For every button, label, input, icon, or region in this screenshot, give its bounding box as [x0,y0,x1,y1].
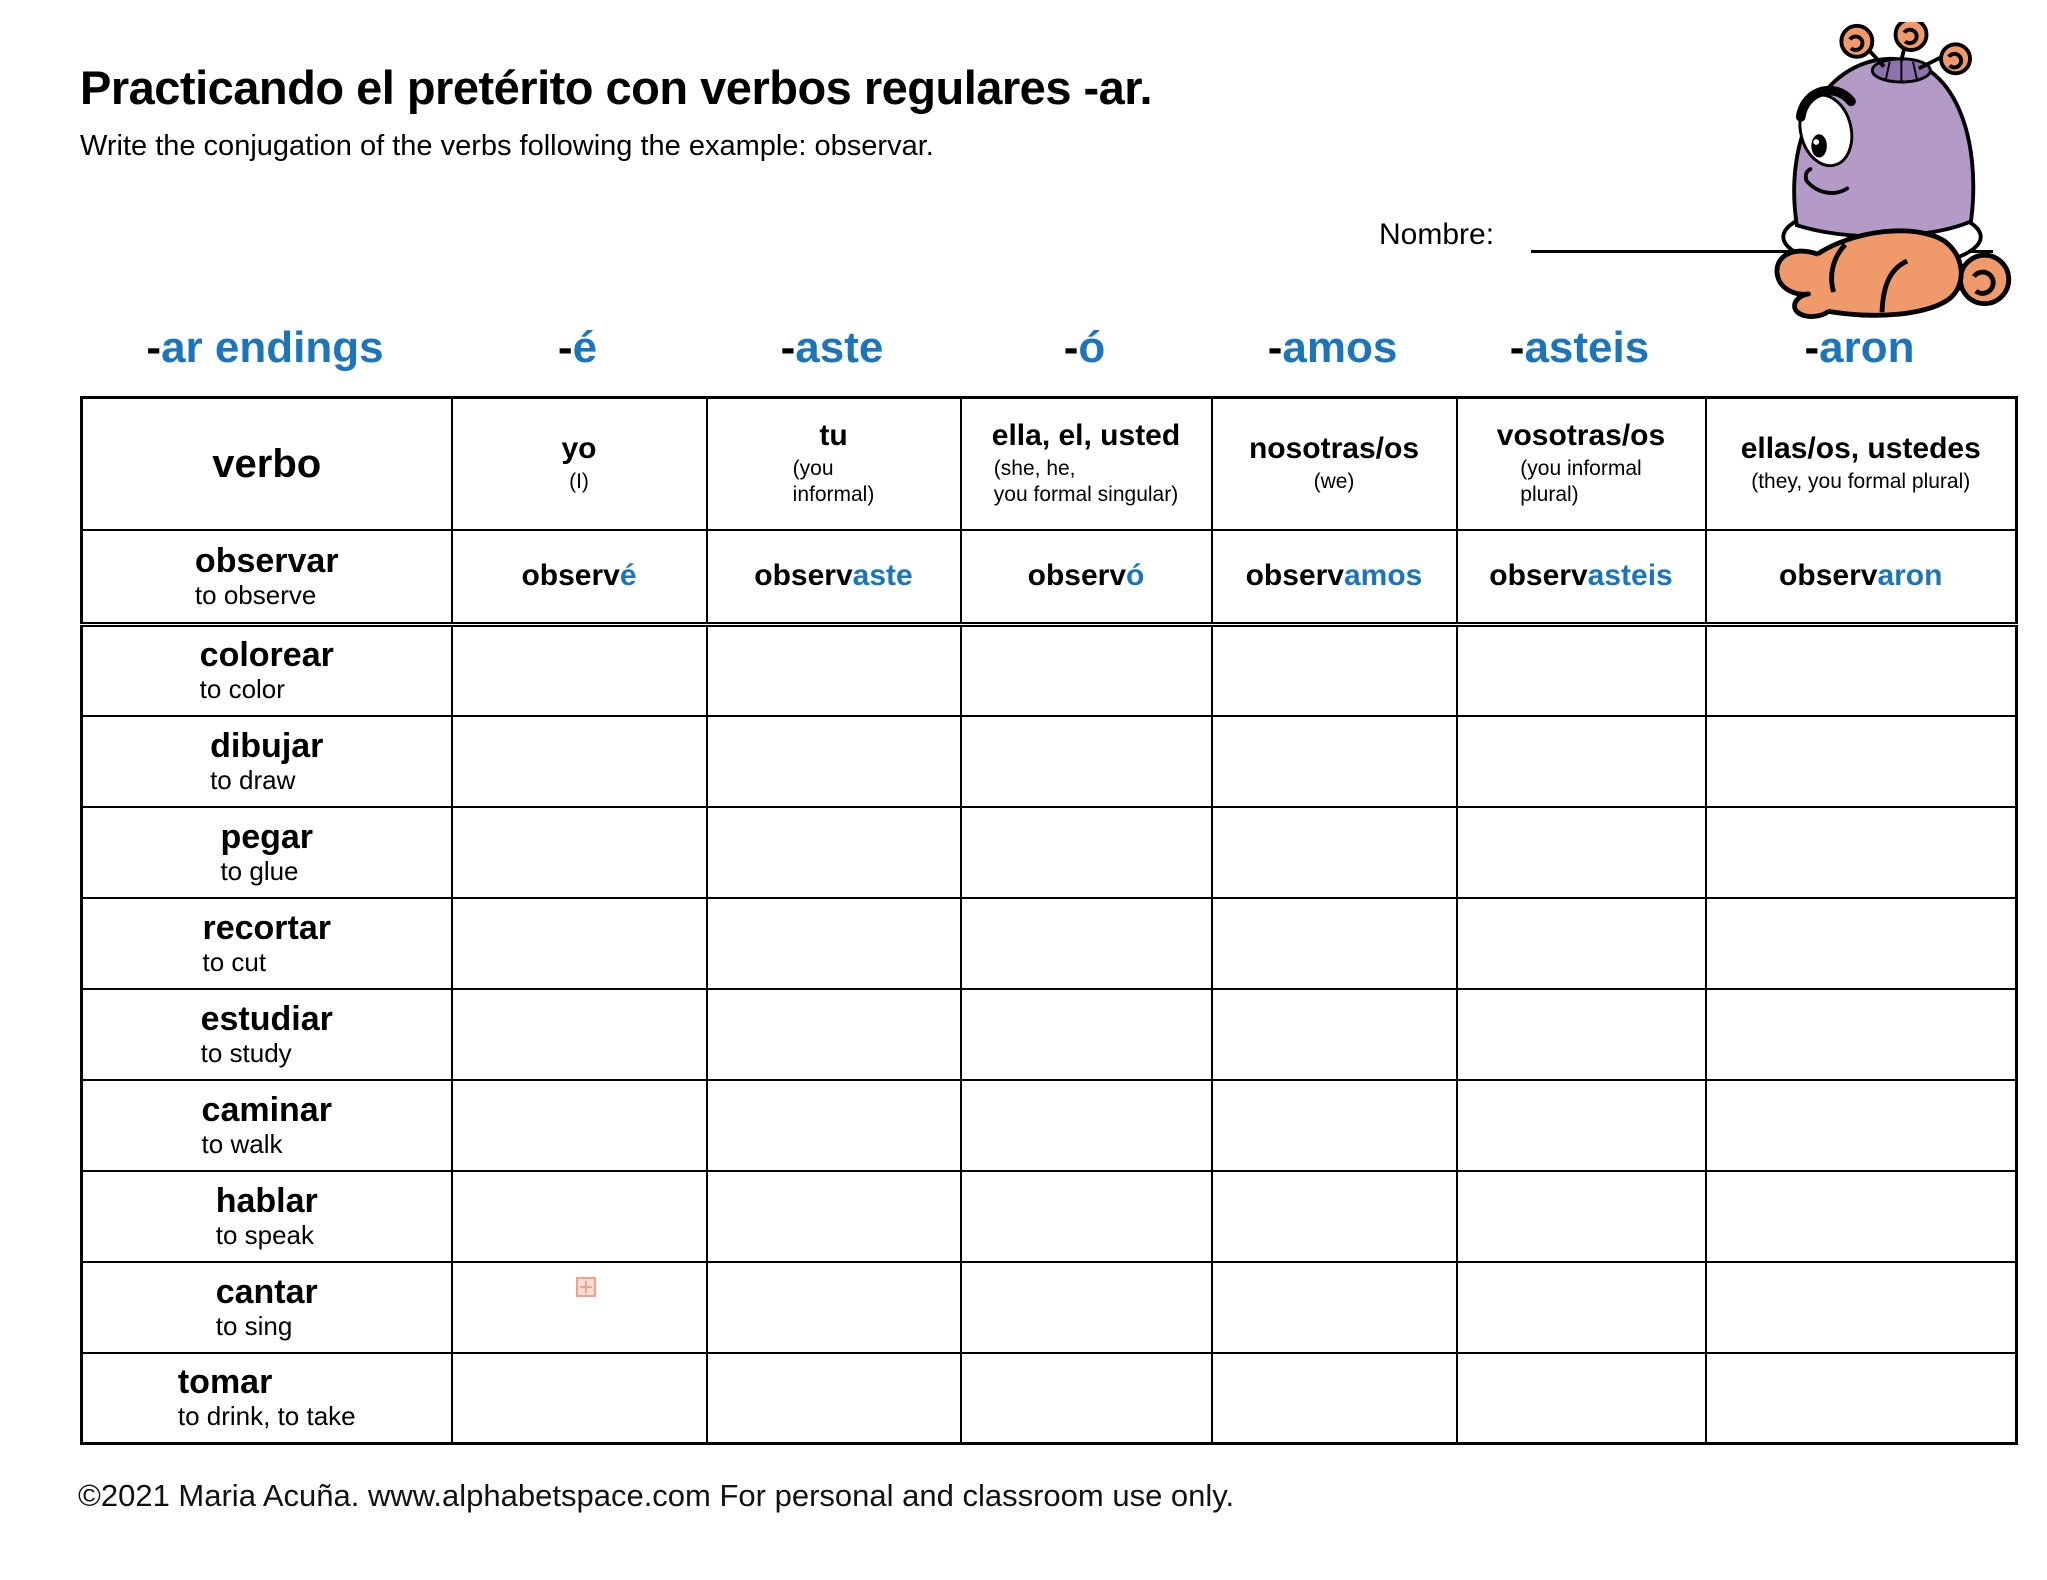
page-title: Practicando el pretérito con verbos regulares -ar. [80,61,1153,114]
answer-cell [707,1262,961,1353]
answer-cell [961,1171,1212,1262]
verb-translation: to observe [194,579,317,610]
example-conjugation-tu: observaste [707,530,961,625]
answer-cell [961,1080,1212,1171]
verb-cell [82,530,452,625]
verb-translation: to speak [215,1219,315,1250]
verb-cell [82,1353,452,1444]
header-ella-el-usted: ella, el, usted (she, he, you formal singular) [961,398,1212,530]
verb-translation: to study [200,1037,292,1068]
object-anchor-icon [576,1277,596,1297]
verb-translation: to glue [220,855,299,886]
verb-translation: to drink, to take [177,1401,356,1432]
answer-cell [1706,1171,2017,1262]
header-ellas-ustedes: ellas/os, ustedes (they, you formal plural) [1706,398,2017,530]
table-row-dibujar [82,716,2017,807]
verb-name: recortar [202,908,331,947]
header-nosotras: nosotras/os (we) [1212,398,1457,530]
answer-cell [1457,807,1706,898]
answer-cell [961,1262,1212,1353]
conjugation-table [80,396,2018,1445]
table-row-recortar [82,898,2017,989]
answer-cell [1706,898,2017,989]
table-row-colorear [82,625,2017,716]
header-verbo: verbo [82,398,452,530]
ending-asteis: - asteis [1509,323,1650,372]
answer-cell [452,807,707,898]
answer-cell [707,807,961,898]
answer-cell [1212,989,1457,1080]
answer-cell [1457,989,1706,1080]
answer-cell [452,625,707,716]
example-conjugation-ella: observó [961,530,1212,625]
answer-cell [1706,989,2017,1080]
answer-cell [707,625,961,716]
answer-cell [1457,1080,1706,1171]
endings-row [80,303,2015,373]
footer-copyright: ©2021 Maria Acuña. www.alphabetspace.com For personal and classroom use only. [78,1478,1235,1513]
verb-cell [82,898,452,989]
table-header-row [82,398,2017,530]
answer-cell [1457,1171,1706,1262]
verb-translation: to color [199,674,285,705]
example-conjugation-yo: observé [452,530,707,625]
verb-cell [82,807,452,898]
verb-name: cantar [215,1272,318,1311]
answer-cell [1706,716,2017,807]
answer-cell [961,625,1212,716]
verb-name: pegar [220,817,314,856]
answer-cell [1457,716,1706,807]
table-row-cantar [82,1262,2017,1353]
table-row-hablar [82,1171,2017,1262]
answer-cell [1457,898,1706,989]
answer-cell [1457,625,1706,716]
name-label: Nombre: [1379,218,1495,251]
verb-name: dibujar [210,726,324,765]
example-conjugation-nosotras: observamos [1212,530,1457,625]
answer-cell [707,1171,961,1262]
page-subtitle: Write the conjugation of the verbs following the example: observar. [80,130,934,162]
answer-cell [707,716,961,807]
answer-cell [452,1171,707,1262]
table-row-pegar [82,807,2017,898]
ending-aste: - aste [780,323,884,372]
verb-name: caminar [201,1090,332,1129]
verb-translation: to draw [210,764,296,795]
answer-cell [707,1353,961,1444]
verb-name: tomar [177,1363,273,1402]
caterpillar-mascot-icon [1732,22,2032,322]
verb-name: estudiar [200,999,333,1038]
verb-cell [82,625,452,716]
verb-translation: to cut [202,946,267,977]
answer-cell [1706,807,2017,898]
answer-cell [1212,1171,1457,1262]
answer-cell [1212,807,1457,898]
verb-cell [82,716,452,807]
answer-cell [961,1353,1212,1444]
answer-cell [1457,1262,1706,1353]
answer-cell [452,989,707,1080]
answer-cell [707,989,961,1080]
answer-cell [961,989,1212,1080]
answer-cell [1212,716,1457,807]
ending-aron: - aron [1804,323,1915,372]
answer-cell [1212,625,1457,716]
verb-translation: to sing [215,1310,293,1341]
answer-cell [1706,1262,2017,1353]
answer-cell [1457,1353,1706,1444]
answer-cell [961,898,1212,989]
example-conjugation-ellas: observaron [1706,530,2017,625]
mascot-tail-ball [1960,255,2008,303]
verb-name: colorear [199,636,334,675]
answer-cell [1706,1353,2017,1444]
answer-cell [961,716,1212,807]
example-conjugation-vosotras: observasteis [1457,530,1706,625]
verb-cell [82,1262,452,1353]
answer-cell [1212,1353,1457,1444]
table-row-tomar [82,1353,2017,1444]
answer-cell [1706,625,2017,716]
verb-cell [82,1080,452,1171]
example-row-observar [82,530,2017,625]
table-row-caminar [82,1080,2017,1171]
header-vosotras: vosotras/os (you informal plural) [1457,398,1706,530]
answer-cell [1212,1080,1457,1171]
verb-cell [82,989,452,1080]
answer-cell [452,1080,707,1171]
answer-cell [1212,1262,1457,1353]
verb-name: observar [194,541,339,580]
answer-cell [452,1353,707,1444]
header-tu: tu (you informal) [707,398,961,530]
ending-amos: - amos [1267,323,1398,372]
answer-cell [452,898,707,989]
verb-name: hablar [215,1181,318,1220]
header-yo: yo (I) [452,398,707,530]
ending-ar-endings: - ar endings [146,323,384,372]
answer-cell [707,1080,961,1171]
answer-cell [452,716,707,807]
verb-cell [82,1171,452,1262]
answer-cell [1706,1080,2017,1171]
answer-cell [961,807,1212,898]
ending-o: - ó [1063,323,1106,372]
answer-cell [452,1262,707,1353]
ending-e: - é [557,323,598,372]
answer-cell [1212,898,1457,989]
verb-translation: to walk [201,1128,283,1159]
table-row-estudiar [82,989,2017,1080]
answer-cell [707,898,961,989]
